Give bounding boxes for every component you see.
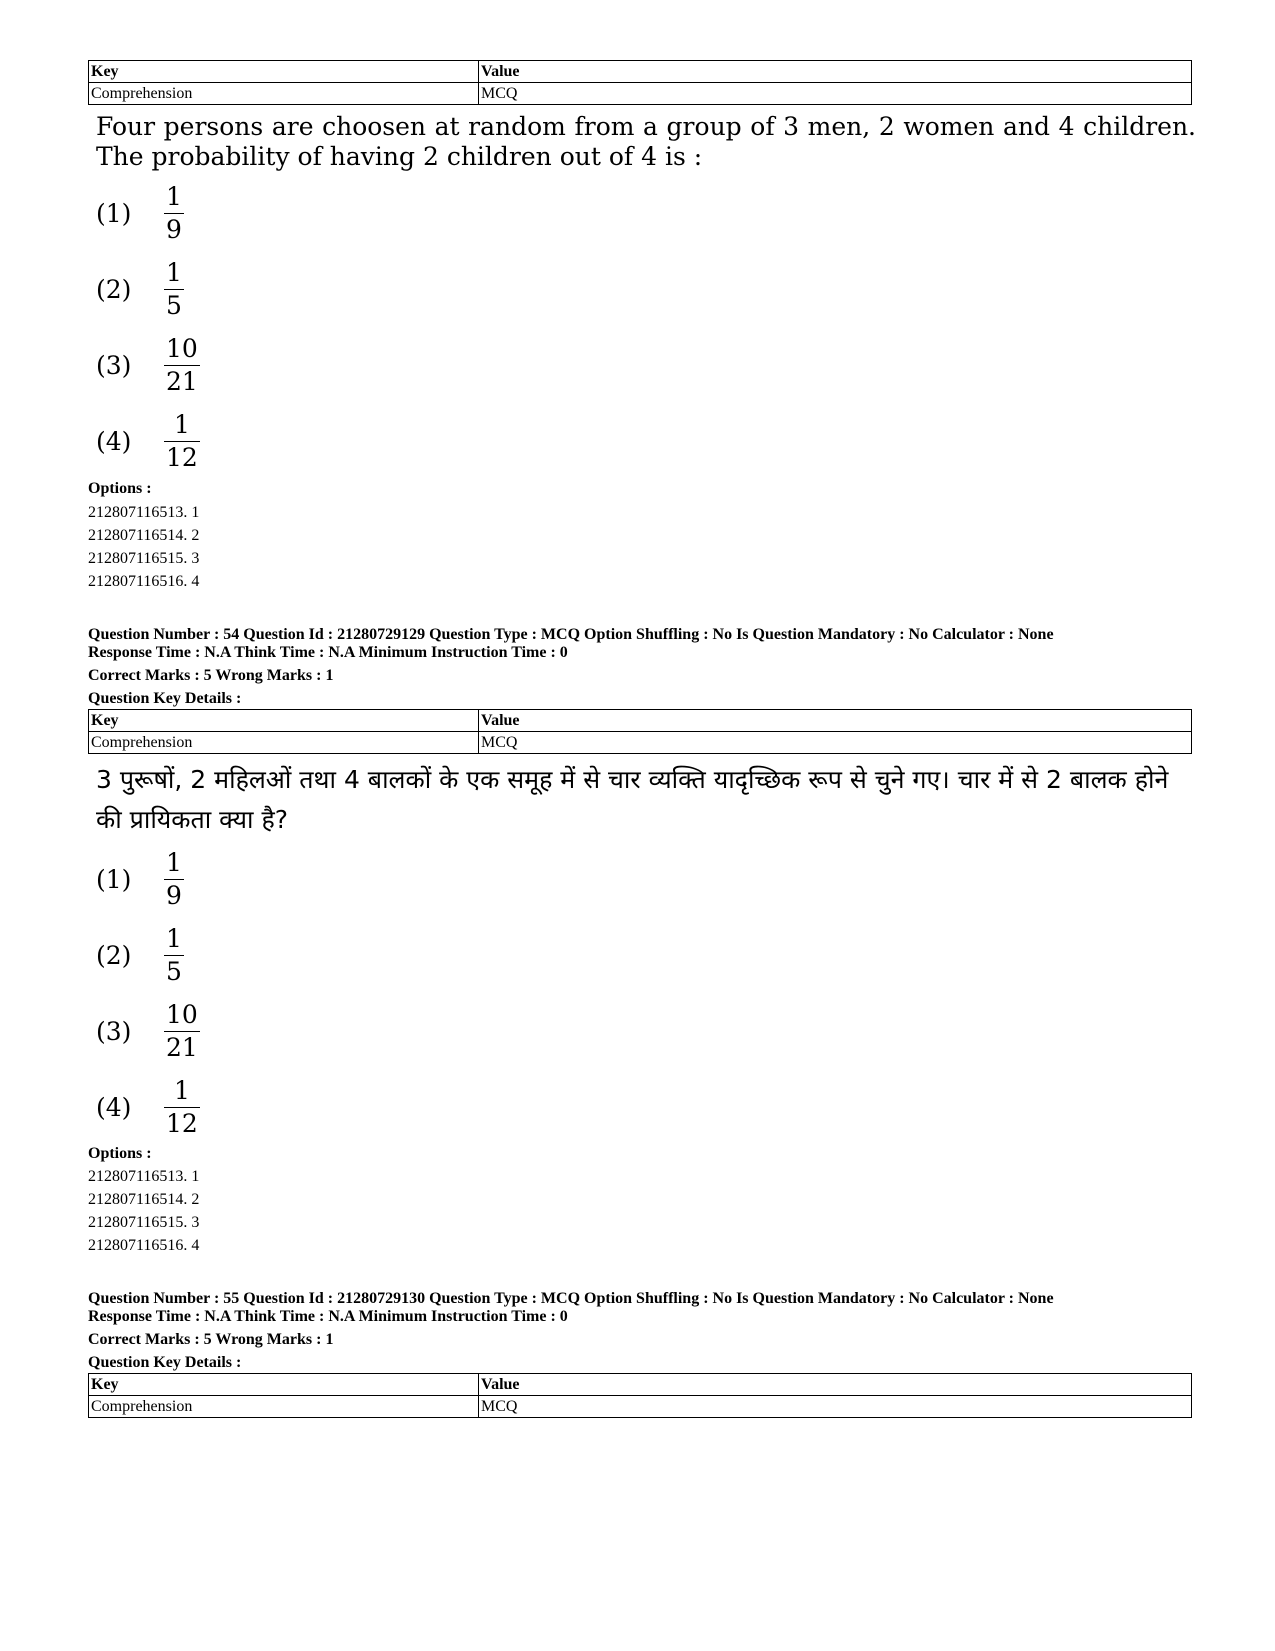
key-header: Key: [89, 710, 479, 732]
options-label: Options :: [88, 1145, 152, 1162]
choice-label: (2): [96, 274, 132, 304]
choice: [96, 256, 184, 322]
choice-label: (4): [96, 426, 132, 456]
question-meta-line: Response Time : N.A Think Time : N.A Minimum Instruction Time : 0: [88, 644, 568, 661]
denominator: 21: [166, 1032, 198, 1062]
question-meta-line: Question Number : 54 Question Id : 21280729129 Question Type : MCQ Option Shuffling : No Is Question Mandatory : No Calculator : None: [88, 626, 1054, 643]
option-line: 212807116513. 1: [88, 504, 200, 521]
question-text: 3 पुरूषों, 2 महिलओं तथा 4 बालकों के एक समूह में से चार व्यक्ति यादृच्छिक रूप से चुने गए। चार में से 2 बालक होने की प्रायिकता क्या है?: [96, 765, 1169, 834]
question-key-table: [88, 60, 1192, 105]
numerator: 10: [166, 999, 198, 1029]
choice: [96, 1074, 200, 1140]
numerator: 1: [173, 409, 190, 439]
key-details-label: Question Key Details :: [88, 1354, 242, 1371]
value-header: Value: [479, 710, 1192, 732]
choice-label: (3): [96, 1016, 132, 1046]
numerator: 1: [166, 257, 182, 287]
fraction: [164, 182, 184, 245]
table-row: [89, 1396, 1192, 1418]
table-header-row: [89, 1374, 1192, 1396]
table-header-row: [89, 61, 1192, 83]
value-cell: MCQ: [479, 732, 1192, 754]
option-line: 212807116514. 2: [88, 527, 200, 544]
choice-label: (1): [96, 864, 132, 894]
denominator: 9: [166, 214, 182, 244]
marks-line: Correct Marks : 5 Wrong Marks : 1: [88, 1331, 334, 1348]
table-row: [89, 732, 1192, 754]
numerator: 1: [173, 1075, 190, 1105]
numerator: 1: [166, 847, 182, 877]
fraction: [164, 410, 200, 473]
table-row: [89, 83, 1192, 105]
numerator: 10: [166, 333, 198, 363]
question-meta-line: Question Number : 55 Question Id : 21280729130 Question Type : MCQ Option Shuffling : No Is Question Mandatory : No Calculator : None: [88, 1290, 1054, 1307]
fraction: [164, 924, 184, 987]
choice: [96, 998, 200, 1064]
question-meta: [88, 626, 1198, 662]
key-cell: Comprehension: [89, 83, 479, 105]
fraction: [164, 848, 184, 911]
denominator: 12: [166, 1108, 198, 1138]
fraction: [164, 334, 200, 397]
question-key-table: [88, 1373, 1192, 1418]
choice: [96, 332, 200, 398]
key-header: Key: [89, 61, 479, 83]
choice: [96, 408, 200, 474]
fraction: [164, 1000, 200, 1063]
table-header-row: [89, 710, 1192, 732]
option-line: 212807116513. 1: [88, 1168, 200, 1185]
choice: [96, 846, 184, 912]
choice-label: (1): [96, 198, 132, 228]
denominator: 9: [166, 880, 182, 910]
choice-label: (3): [96, 350, 132, 380]
marks-line: Correct Marks : 5 Wrong Marks : 1: [88, 667, 334, 684]
option-line: 212807116516. 4: [88, 1237, 200, 1254]
question-meta: [88, 1290, 1198, 1326]
value-cell: MCQ: [479, 1396, 1192, 1418]
key-cell: Comprehension: [89, 732, 479, 754]
choice: [96, 922, 184, 988]
key-cell: Comprehension: [89, 1396, 479, 1418]
key-header: Key: [89, 1374, 479, 1396]
choice: [96, 180, 184, 246]
option-line: 212807116515. 3: [88, 1214, 200, 1231]
question-key-table: [88, 709, 1192, 754]
denominator: 21: [166, 366, 198, 396]
numerator: 1: [166, 181, 182, 211]
choice-label: (4): [96, 1092, 132, 1122]
option-line: 212807116514. 2: [88, 1191, 200, 1208]
options-label: Options :: [88, 480, 152, 497]
choice-label: (2): [96, 940, 132, 970]
value-header: Value: [479, 1374, 1192, 1396]
numerator: 1: [166, 923, 182, 953]
fraction: [164, 1076, 200, 1139]
denominator: 5: [166, 290, 182, 320]
denominator: 5: [166, 956, 182, 986]
key-details-label: Question Key Details :: [88, 690, 242, 707]
denominator: 12: [166, 442, 198, 472]
question-text: Four persons are choosen at random from a group of 3 men, 2 women and 4 children. The probability of having 2 children out of 4 is :: [96, 112, 1196, 171]
value-cell: MCQ: [479, 83, 1192, 105]
fraction: [164, 258, 184, 321]
option-line: 212807116515. 3: [88, 550, 200, 567]
value-header: Value: [479, 61, 1192, 83]
question-meta-line: Response Time : N.A Think Time : N.A Minimum Instruction Time : 0: [88, 1308, 568, 1325]
option-line: 212807116516. 4: [88, 573, 200, 590]
